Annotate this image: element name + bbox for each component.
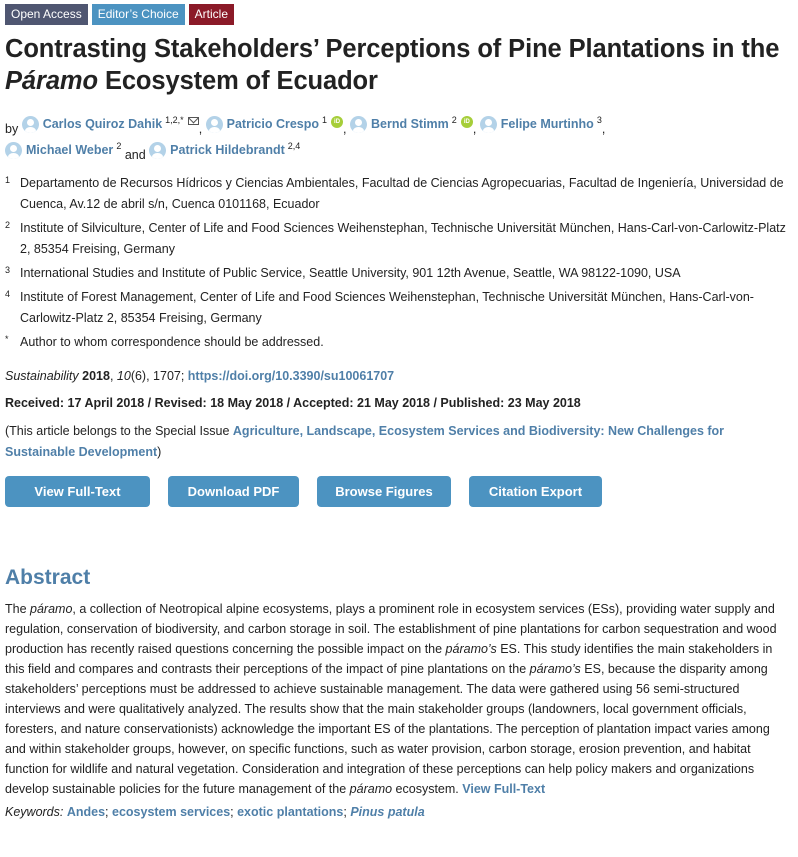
author-4[interactable] xyxy=(480,114,602,135)
by-label: by xyxy=(5,122,19,136)
user-icon xyxy=(22,116,39,133)
citation-rest: (6), 1707; xyxy=(130,369,188,383)
author-name[interactable]: Patricio Crespo xyxy=(226,117,320,131)
author-affil-sup: 2 xyxy=(451,115,457,125)
abstract-seg: The xyxy=(5,602,31,616)
user-icon xyxy=(480,116,497,133)
user-icon xyxy=(206,116,223,133)
author-5[interactable] xyxy=(5,140,121,161)
author-affil-sup: 2 xyxy=(116,141,122,151)
orcid-icon[interactable]: iD xyxy=(331,116,343,128)
abstract-seg: , a collection of Neotropical alpine ecosystems, plays a prominent role in ecosystem services (ESs), providing water supply and regulation, conservation of biodiversity, and carbon storage in soil. The establishment of pine plantations for carbon sequestration and wood production has recently raised questions concerning the possible impact on the xyxy=(5,602,777,656)
special-issue-prefix: (This article belongs to the Special Issue xyxy=(5,424,233,438)
article-title xyxy=(5,33,792,97)
citation-volume: 10 xyxy=(116,369,131,383)
affiliation-item xyxy=(5,263,792,284)
keyword-link[interactable]: exotic plantations xyxy=(237,805,344,819)
user-icon xyxy=(5,142,22,159)
keywords-line: Keywords: Andes; ecosystem services; exotic plantations; Pinus patula xyxy=(5,805,425,819)
and-label: and xyxy=(124,148,146,162)
affiliation-text: Author to whom correspondence should be addressed. xyxy=(20,335,324,349)
user-icon xyxy=(149,142,166,159)
affiliation-text: Departamento de Recursos Hídricos y Ciencias Ambientales, Facultad de Ciencias Agropecuarias, Facultad de Ingeniería, Universidad de Cuenca, Av.12 de abril s/n, Cuenca 0101168, Ecuador xyxy=(20,176,784,211)
special-issue-link[interactable]: Agriculture, Landscape, Ecosystem Services and Biodiversity: New Challenges for Sustainable Development xyxy=(5,424,725,459)
author-6[interactable] xyxy=(149,140,300,161)
keyword-link[interactable]: ecosystem services xyxy=(112,805,231,819)
doi-link[interactable]: https://doi.org/10.3390/su10061707 xyxy=(187,369,395,383)
author-name[interactable]: Felipe Murtinho xyxy=(500,117,594,131)
affiliation-number: 4 xyxy=(5,289,11,299)
affiliation-number: 1 xyxy=(5,175,11,185)
author-affil-sup: 2,4 xyxy=(287,141,301,151)
affiliation-item xyxy=(5,173,792,215)
abstract-seg: ecosystem. xyxy=(392,782,463,796)
orcid-icon[interactable]: iD xyxy=(461,116,473,128)
open-access-badge[interactable]: Open Access xyxy=(5,4,88,25)
author-name[interactable]: Patrick Hildebrandt xyxy=(170,143,285,157)
user-icon xyxy=(350,116,367,133)
special-issue-suffix: ) xyxy=(157,445,162,459)
title-emphasis: Páramo xyxy=(5,67,98,95)
author-affil-sup: 1,2,* xyxy=(165,115,184,125)
affiliation-text: Institute of Forest Management, Center of Life and Food Sciences Weihenstephan, Technische Universität München, Hans-Carl-von-Carlowitz-Platz 2, 85354 Freising, Germany xyxy=(20,290,754,325)
citation-line: Sustainability 2018, 10(6), 1707; https://doi.org/10.3390/su10061707 xyxy=(5,369,395,383)
affiliation-item xyxy=(5,332,792,353)
keyword-link[interactable]: Pinus patula xyxy=(350,805,425,819)
abstract-full-text-link[interactable]: View Full-Text xyxy=(462,782,546,796)
affiliation-item xyxy=(5,287,792,329)
author-name[interactable]: Carlos Quiroz Dahik xyxy=(42,117,163,131)
affiliation-item xyxy=(5,218,792,260)
affiliation-list xyxy=(5,173,792,353)
title-part-1: Contrasting Stakeholders’ Perceptions of Pine Plantations in the xyxy=(5,35,780,63)
author-affil-sup: 1 xyxy=(322,115,328,125)
browse-figures-button[interactable]: Browse Figures xyxy=(317,476,451,507)
special-issue-note xyxy=(5,421,792,463)
keywords-label: Keywords: xyxy=(5,805,64,819)
affiliation-text: Institute of Silviculture, Center of Life and Food Sciences Weihenstephan, Technische Universität München, Hans-Carl-von-Carlowitz-Platz 2, 85354 Freising, Germany xyxy=(20,221,786,256)
author-name[interactable]: Michael Weber xyxy=(26,143,114,157)
affiliation-number: 2 xyxy=(5,220,11,230)
abstract-text xyxy=(5,599,792,799)
author-1[interactable] xyxy=(22,114,199,135)
view-full-text-button[interactable]: View Full-Text xyxy=(5,476,150,507)
article-type-badge: Article xyxy=(189,4,234,25)
author-name[interactable]: Bernd Stimm xyxy=(371,117,449,131)
abstract-emphasis: páramo’s xyxy=(445,642,497,656)
abstract-emphasis: páramo xyxy=(349,782,393,796)
abstract-seg: ES. This study identifies the main stakeholders in this field and compares and contrasts their perceptions of the impact of pine plantations on the xyxy=(5,642,773,676)
abstract-emphasis: páramo xyxy=(30,602,73,616)
title-part-2: Ecosystem of Ecuador xyxy=(97,67,378,95)
editors-choice-badge[interactable]: Editor’s Choice xyxy=(92,4,185,25)
action-buttons xyxy=(5,476,792,507)
abstract-emphasis: páramo’s xyxy=(529,662,581,676)
journal-name: Sustainability xyxy=(5,369,79,383)
author-list: by Carlos Quiroz Dahik $^{1,2,*}$ , Patricio Crespo $^1$ iD , Bernd Stimm $^2$ iD , Felipe Murtinho $^3$ , Michael Weber $^2$ and Patrick Hildebrandt $^{2,4}$ xyxy=(5,114,792,166)
badge-row xyxy=(5,4,792,25)
author-2[interactable] xyxy=(206,114,343,135)
abstract-seg: ES, because the disparity among stakeholders’ perceptions must be addressed to achieve sustainable management. The data were gathered using 56 semi-structured interviews and were qualitatively analyzed. The results show that the main stakeholder groups (landowners, local government officials, foresters, and nature conservationists) acknowledge the important ES of the plantations. The perception of plantation impact varies among and within stakeholder groups, however, on specific functions, such as water provision, carbon storage, erosion prevention, and habitat function for wildlife and natural vegetation. Consideration and integration of these perceptions can help policy makers and organizations develop sustainable policies for the future management of the xyxy=(5,662,770,796)
publication-dates: Received: 17 April 2018 / Revised: 18 May 2018 / Accepted: 21 May 2018 / Published: 23 May 2018 xyxy=(5,396,581,410)
author-affil-sup: 3 xyxy=(596,115,602,125)
affiliation-text: International Studies and Institute of Public Service, Seattle University, 901 12th Avenue, Seattle, WA 98122-1090, USA xyxy=(20,266,681,280)
author-3[interactable] xyxy=(350,114,473,135)
affiliation-number: 3 xyxy=(5,265,11,275)
download-pdf-button[interactable]: Download PDF xyxy=(168,476,299,507)
email-icon[interactable] xyxy=(188,117,199,125)
citation-year: 2018 xyxy=(82,369,110,383)
citation-export-button[interactable]: Citation Export xyxy=(469,476,602,507)
keyword-link[interactable]: Andes xyxy=(66,805,106,819)
abstract-heading: Abstract xyxy=(5,566,91,589)
affiliation-number: * xyxy=(5,334,9,344)
